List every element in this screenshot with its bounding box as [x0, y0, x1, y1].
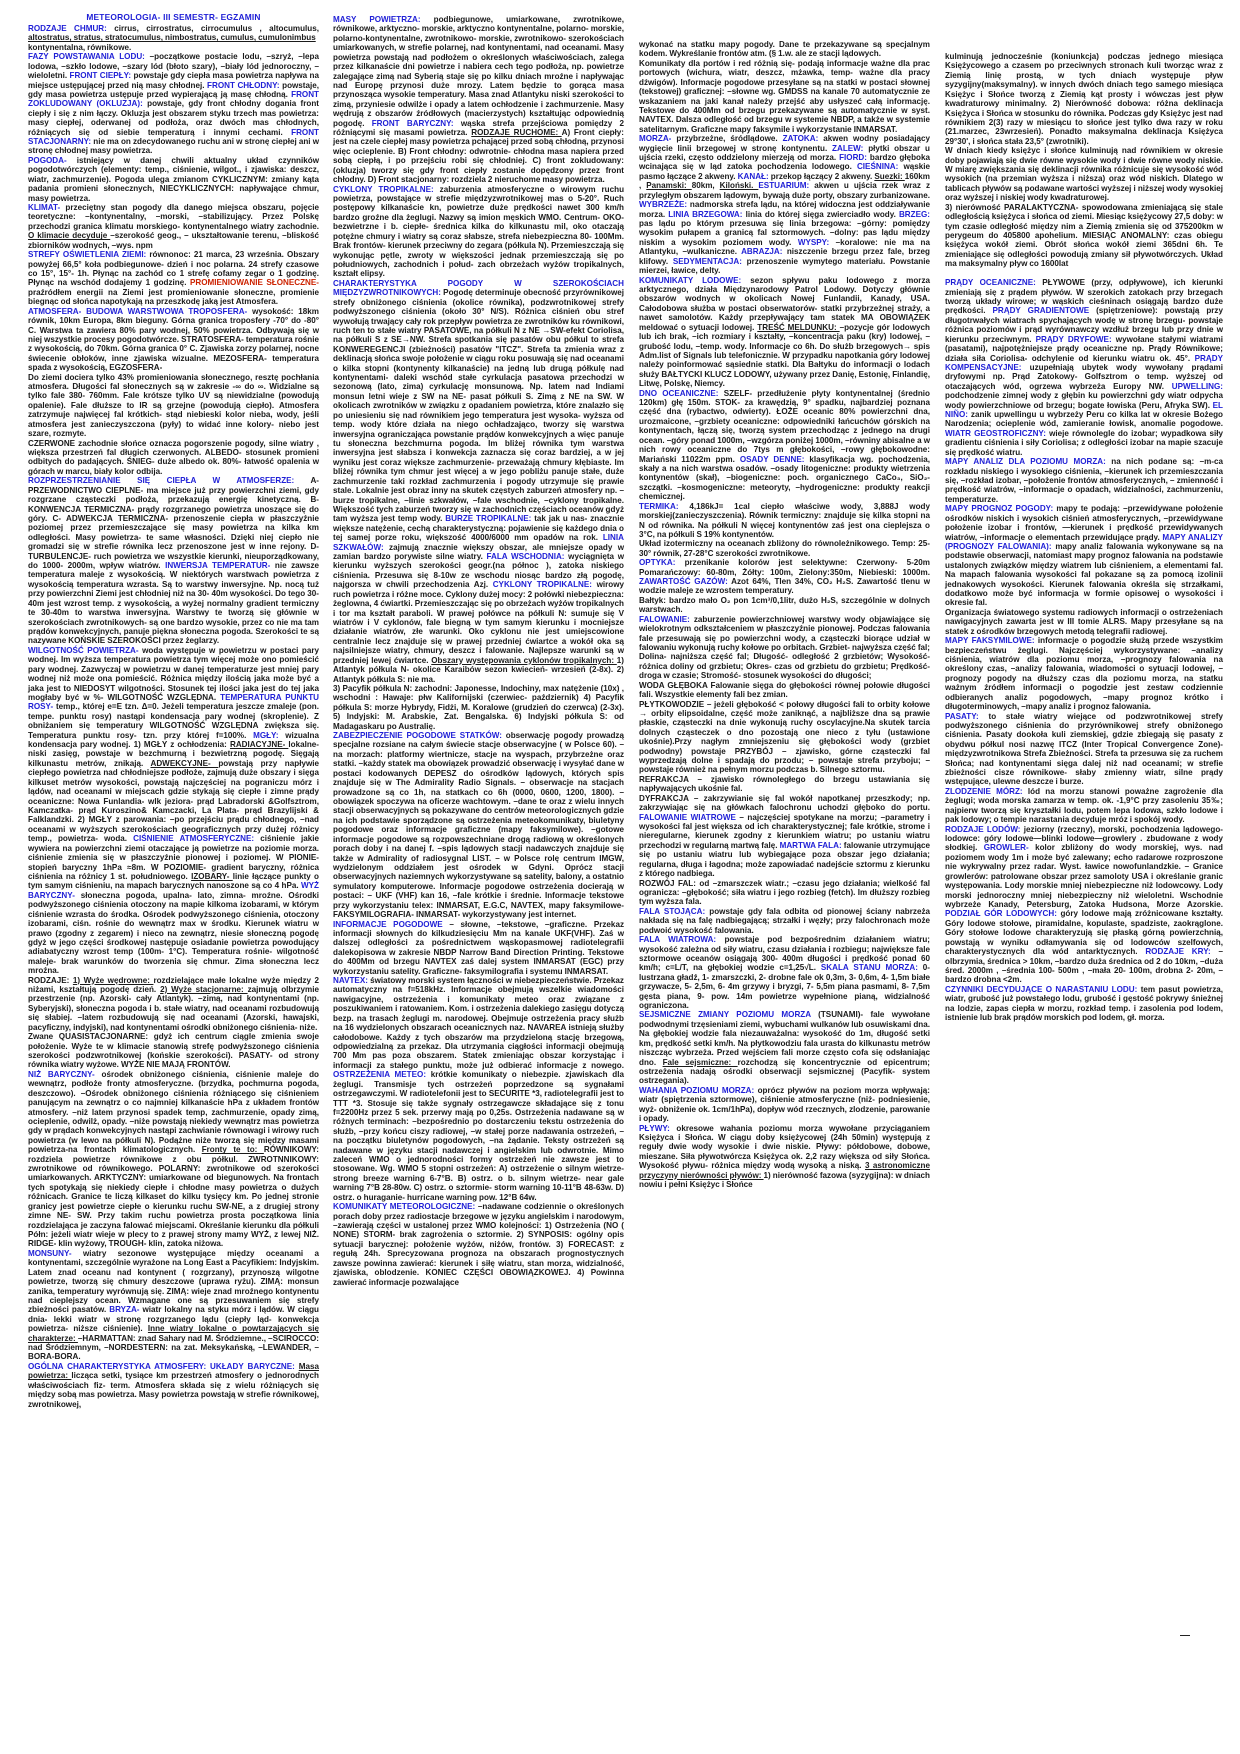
term-heading: KOMUNIKATY LODOWE: — [639, 275, 751, 285]
body-text: wirowy ruch powietrza i różne moce. Cyklony dużej mocy: 2 połówki niebezpieczna: żeglowna, 4 ćwiartki. Przemieszczając się po obrzeżach wyżów tropikalnych i tor ma kształt paraboli. W prawej połówce na półkuli N: sumuje się V wiatrów i V cyklonów, fale biegną w tym samym kierunku i mocniejsze działanie wiatrów, złe warunki. Oko cyklonu nie jest umiejscowione centralnie lecz znajduje się w prawej przedniej ćwiartce a wokół oka są najsilniejsze wiatry, chmury, deszcz i falowanie. Najlepsze warunki są w przedniej lewej ćwiartce. — [333, 580, 624, 665]
body-text: PŁYWOWE (przy, odpływowe), ich kierunki zmieniają się z prądem pływów. W szerokich zatokach przy brzegach tworzą układy wirowe; w wąskich cieśninach osiągają bardzo duże prędkości. — [945, 278, 1223, 316]
term-heading: MASY POWIETRZA: — [333, 15, 434, 24]
body-text: tem pasut powietrza, wiatr, grubość już powstałego lodu, grubość i gęstość pokrywy śnieżnej na lodzie, zapas ciepła w morzu, rozkład temp. i zasolenia pod lodem, istnienie lub brak prądów morskich pod lodem, gł. morza. — [945, 984, 1223, 1023]
body-text: REFRAKCJA – zjawisko równoległego do brzegu ustawiania się napływających ukośnie fal. — [639, 774, 930, 794]
body-text: bardzo głęboka wcinająca się w ląd zatoka pochodzenia lodowego. — [639, 153, 930, 172]
term-heading: SKALA STANU MORZA: — [820, 963, 923, 973]
text-column-3 — [639, 40, 930, 1189]
body-text: linie łączące punkty o tym samym ciśnieniu, na mapach barycznych nanoszone są co 4 hPa. — [28, 871, 319, 891]
body-text: zajmują olbrzymie przestrzenie (np. Azorski- cały Atlantyk). –zimą, nad kontynentami (np. Syberyjski), słoneczna pogoda i b. stałe wiatry, nad oceanami rozbudowują się słabiej. –latem rozbudowują się nad oceanami (Azorski, hawajski, pacyficzny, indyjski), nad kontynentami ośrodki obniżonego ciśnienia- niże. — [28, 985, 319, 1032]
body-text: istniejący w danej chwili aktualny układ czynników pogodotwórczych (elementy: temp., ciśnienie, wilgot., i zjawiska: deszcz, wiatr, zachmurzenie). Pogoda ulega zmianom CYKLICZNYM: zmiany kąta padania promieni słonecznych, NIECYKLICZNYCH: napływające chmur, masy powietrza. — [28, 155, 319, 203]
body-text: powstaje gdy fala odbita od pionowej ściany nabrzeża nakłada się na falę nadbiegającą; strzałki i węzły; przy falochronach może podwoić wysokość falowania. — [639, 906, 930, 935]
term-heading: WAHANIA POZIOMU MORZA: — [639, 1085, 758, 1095]
body-text: przekop łączący 2 akweny. — [770, 171, 875, 181]
body-text: akwen u ujścia rzek wraz z przyległym obszarem lądowym, bywają duże porty, obszary zurbanizowane. — [639, 181, 930, 200]
body-text: 3 astronomiczne przyczyny nierówności pływów: — [639, 1161, 931, 1180]
body-text: –pozycje gór lodowych lub ich brak, –ich rozmiary i kształty, –koncentracja paku (kry) lodowej, –grubość lodu, –temp. wody. Informacje co 6h. Do służb brzegowych→ spis Adm.list of Signals lub telefonicznie. W przypadku napotkania góry lodowej należy poinformować sąsiednie statki. Dla Bałtyku do informacji o lodach służy BAŁTYCKI KLUCZ LODOWY, używany przez Danię, Estonię, Finlandię, Litwę, Polskę, Niemcy. — [639, 322, 930, 389]
body-text: niszczenie brzegu przez fale, brzeg klifowy. — [639, 247, 930, 266]
term-heading: ESTUARIUM: — [758, 181, 815, 191]
body-text: kolor zbliżony do wody morskiej, wys. nad poziomem wody 1m i może być zalewany; echo radarowe rozproszone nie wykrywalny przez radar. Wyst. ławice nowofunlandzkie. – Granice growlerów: patrolowane obszar przez samoloty USA i określanie granic występowania. Lody morskie mniej niebezpieczne niż lodowcowy. Lody morski jednoroczny mniej niebezpieczny niż wieloletni. Wschodnie wybrzeże Kanady, Petersburg, Zatoka Hudsona, Morze Azorskie. — [945, 843, 1223, 909]
term-heading: FALA WIATROWA: — [639, 935, 725, 945]
body-text: słoneczna pogoda, upalna- lato, zimna- mroźne. Ośrodki podwyższonego ciśnienia otoczony na mapie kilkoma izobarami, w którym ciśnienie wzrasta do środka. Ośrodek podwyższonego ciśnienia, otoczony izobarami, ciśn. rośnie do wewnątrz max w środku. Kierunek wiatru w prawo (zgodny z zegarem) i nieco na zewnątrz, niesie słoneczną pogodę gdyż w jego części środkowej następuje osiadanie powietrza powodujący adiabatyczny wzrost temp (100m- 1°C). Temperatura rośnie- wilgotność maleje- brak warunków do tworzenia się chmur. Zima słoneczna lecz mroźna. — [28, 890, 319, 976]
body-text: linia do której sięga zwierciadło wody. — [745, 209, 899, 219]
body-text: nie zawsze temperatura maleje z wysokością. W niektórych warstwach powietrza z wysokością temperatura wzrasta. Są to warstwy inwersyjne. Np. nocą tuż przy powierzchni Ziemi jest chłodniej niż na 30- 40m wysokości. Do tego 30-40m jest wzrost temp. z wysokością, a wyżej normalny gradient termiczny te 30-40m to warstwa inwersyjna. Warstwy te tworzą się głównie w szerokościach zwrotnikowych- są one bardzo wysokie, przez co nie ma tam prądów konwekcyjnych, panuje piękna słoneczna pogoda. Szerokości te są nazywane KOŃSKIE SZEROKOŚCI przez żeglarzy. — [28, 561, 319, 646]
term-heading: INWERSJA TEMPERATUR- — [165, 561, 275, 571]
body-text: RODZAJE: — [28, 975, 73, 985]
body-text: podbiegunowe, umiarkowane, zwrotnikowe, równikowe, arktyczno- morskie, arktyczno kontynentalne, polarno- morskie, polarno-kontynentalne, zwrotnikowo- morskie, zwrotnikowo- szerokościach umiarkowanych, w strefie polarnej, nad kontynentami, nad oceanami. Masy powietrza powstają nad podłożem o określonych właściwościach, zalega przez kilkanaście dni powietrze i nabiera cech tego podłoża, np. powietrze zalegające zimą nad Syberią staje się po kilku dniach mroźne i napływając nad Europę przynosi duże mrozy. Latem będzie to gorąca masa przynosząca wysokie temperatury. Masa znad Atlantyku niski szerokości to zimą, przyniesie odwilże i opady a latem ochłodzenie i zachmurzenie. Masy wędrują z obszarów źródłowych (macierzystych) kształtując odpowiednią pogodę. — [333, 15, 624, 128]
body-text: jeziorny (rzeczny), morski, pochodzenia lądowego- lodowce: góry lodowe—blinki lodowe—growlery . zbudowane z wody słodkiej. — [945, 824, 1223, 853]
body-text: powstaje pod bezpośrednim działaniem wiatru; wysokość zależna od siły wiatru, czasu działania i rozbiegu; największe fale sztormowe oceanów osiągają 300- 400m długości i prędkość ponad 60 km/h; c=L/T, na głębokiej wodzie c=1,25√L. — [639, 935, 930, 973]
term-heading: CIŚNIENIE ATMOSFERYCZNE: — [133, 834, 261, 844]
term-heading: GROWLER- — [983, 843, 1036, 853]
term-heading: FRONT STACJONARNY: — [28, 127, 319, 147]
body-text: akwen wodny posiadający wygięcie linii brzegowej w stronę kontynentu. — [639, 134, 931, 153]
body-text: zajmują znacznie większy obszar, ale mniejsze opady w zamian bardzo porywiste silne wiatry. — [333, 542, 624, 562]
body-text: Fronty te to: — [201, 1145, 264, 1155]
body-text: lokalne- niski zasięg, powstaje w bezchmurną i bezwietrzną pogodę. Sięgają kilkunastu metrów, znikają. — [28, 740, 319, 768]
body-text: powstaje, gdy masa powietrza ustępuje przed wypierającą ją masę chłodną. — [28, 80, 320, 99]
body-text: Komunikaty dla portów i red różnią się- podają informacje ważne dla prac portowych (wichura, wiatr, deszcz, mżawka, temp- ważne dla pracy dźwigów). Informacje pogodowe przesyłane są na statki w postaci słownej (tekstowej) graficznej: –słowne wg. GMDSS na kanale 70 automatycznie ze wskazaniem na jaki kanał należy przejść aby usłyszeć całą informację. Tekstowe do 400Mm od brzegu przekazywane są automatycznie w syst. NAVTEX. Dalsza odległość od brzegu w systemie NBDP, a także w systemie satelitarnym. Graficzne mapy faksymile i wykorzystanie INMARSAT. — [639, 58, 930, 134]
term-heading: MORZA- — [639, 134, 677, 144]
body-text: obserwację pogody prowadzą specjalne rozsiane na całym świecie stacje obserwacyjne ( w Polsce 60). –na morzach: platformy wiertnicze, stacje na wyspach, przybrzeżne oraz statki. –każdy statek ma obowiązek prowadzić obserwację i wysyłać dane w postaci kodowanych DEPESZ do ośrodków lądowych, których spis znajduje się w The Admirality Radio Signals. – obserwacje na stacjach prowadzone są co 1h, na statkach co 6h (0000, 0600, 1200, 1800). –obowiązek spoczywa na oficerze wachtowym. –dane te oraz z wielu innych stacji obserwacyjnych są pokazywane do centrów meteorologicznych gdzie na ich podstawie sporządzone są ostrzeżenia meteokomunikaty, biuletyny pogodowe oraz informacje graficzne (mapy faksymilowe). –gotowe informacje pogodowe są rozpowszechniane drogą radiową w określonych porach doby i na danej f. –spis lądowych stacji nadawczych znajduje się także w Admirality of radiosygnal LIST. – w Polsce rolę centrum IMGW, wydzielonym oddziałem jest ośrodek w Gdyni. Oprócz stacji obserwacyjnych naziemnych wykorzystywane są satelity, balony, a ostatnio symulatory komputerowe. Informacje pogodowe ostrzeżenia docierają w postaci: – UKF (VHF) kan 16, –fale krótkie i średnie. Informacje tekstowe przy wykorzystaniu telex: INMARSAT, E.G.C, NAVTEX, mapy faksymilowe- FAKSYMILOGRAFIA- INMARSAT- wykorzystywany jest internet. — [333, 731, 624, 920]
body-text: Masa powietrza: — [28, 1361, 319, 1381]
body-text: Obszary występowania cyklonów tropikalnych: — [431, 655, 617, 665]
body-text: ciśnienie jakie wywiera na powierzchni ziemi otaczające ją powietrze na poziomie morza. ciśnienie zmienia się w płaszczyźnie pionowej i poziomej. W PIONIE- stopień baryczny 1hPa ≈8m. W POZIOMIE- gradient baryczny, różnica ciśnienia na różnicy 1 st. południowego. — [28, 834, 319, 881]
body-text: przenikanie kolorów jest selektywne: Czerwony- 5-20m Pomarańczowy: 60-80m, Żółty: 100m, Zielony:350m, Niebieski: 1000m. — [639, 558, 930, 577]
term-heading: SEDYMENTACJA: — [672, 256, 747, 266]
body-text: ROZWÓJ FAL: od –zmarszczek wiatr.; –czasu jego działania; wielkość fal ogranicza: –głębokość; siła wiatru i jego rozbieg (fetch). Im dłuższy rozbieg tym wyższa fala. — [639, 878, 930, 907]
term-heading: CIEŚNINA: — [856, 162, 904, 172]
term-heading: ROZPRZESTRZENIANIE SIĘ CIEPŁA W ATMOSFERZE: — [28, 476, 311, 486]
body-text: O klimacie decyduje — [28, 231, 111, 241]
body-text: ADWEKCYJNE- — [150, 758, 219, 768]
body-text: Kiloński. — [719, 181, 759, 191]
body-text: zaburzenia atmosferyczne o wirowym ruchu powietrza, powstające w strefie międzyzwrotnikowej mas o 5-20°. Ruch postępowy kilkanaście kn, powietrze duże prędkości nawet 300 km/h bardzo groźne dla żeglugi. Nazwy są imion męskich WMO. Centrum- OKO- bezwietrzne i b. ciepłe- średnica kilka do kilkunastu mil, oko otaczają potężne chmury i wiatry są coraz słabsze, strefa niebezpieczna 80- 100Mm. Brak frontów- kierunek przeciwny do zegara (półkula N). Przemieszczają się wykonując pętle, zwroty w większości jednak przemieszczają się po południowych, zachodnich i połud- zach obrzeżach wyżów tropikalnych, kształt elipsy. — [333, 184, 625, 279]
text-column-1 — [28, 24, 319, 1409]
body-text: wiatr lokalny na styku mórz i lądów. W ciągu dnia- lekki wiatr w stronę rozgrzanego lądu (ciepły ląd- konwekcja powietrza- niższe ciśnienie). — [28, 1305, 319, 1334]
term-heading: FRONT CIEPŁY: — [69, 71, 134, 81]
body-text: uzupełniają ubytek wody wywołany prądami dryfowymi np. Prąd Zatokowy- Golfsztrom o temp. wyższej od otaczających wód, ogrzewa wybrzeża Europy NW. — [945, 362, 1223, 391]
body-text: na nich podane są: –m-ca rozkładu niskiego i wysokiego ciśnienia, –kierunek ich przemieszczania się, –rozkład izobar, –położenie frontów atmosferycznych, – zmienność i prędkość wiatrów, –informacje o opadach, widzialności, zachmurzeniu, temperaturze. — [945, 457, 1223, 504]
term-heading: ATMOSFERA- BUDOWA WARSTWOWA — [28, 306, 189, 316]
term-heading: LINIA SZKWAŁÓW: — [333, 533, 624, 552]
term-heading: PODZIAŁ GÓR LODOWYCH: — [945, 909, 1061, 919]
term-heading: CYKLONY TROPIKALNE: — [492, 580, 597, 590]
body-text: wieje równolegle do izobar; wypadkowa siły gradientu ciśnienia i siły Coriolisa; z odległości izobar na mapie szacuje się prędkość wiatru. — [945, 428, 1224, 457]
body-text: 4,186kJ= 1cal ciepło właściwe wody, 3,888J wody morskiej(zanieczyszczenia). Równik termiczny: znajduje się kilka stopni na N od równika. Na półkuli N więcej kontynentów zaś jest ona cieplejsza o 3°C, na półkuli S 19% kontynentów. — [639, 501, 930, 539]
body-text: 160km , — [639, 171, 930, 191]
body-text: Fale sejsmiczne: — [662, 1057, 738, 1067]
body-text: –początkowe postacie lodu, –szryż, –lepa lodowa, –szkło lodowe, –szary lód (błoto szary), –biały lód jednoroczny, –wieloletni. — [28, 52, 319, 81]
body-text: rozdzielające małe lokalne wyże między 2 niżami, kształtują pogodę dzień. — [28, 975, 319, 995]
body-text: altostratus, stratus, stratocumulus, nimbostratus, cumulus, cumulonimbus — [28, 33, 316, 43]
body-text: Układ izotermiczny na oceanach zbliżony do równoleżnikowego. Temp: 25-30° równik, 27-28°C szerokości zwrotnikowe. — [639, 539, 930, 558]
term-heading: TERMIKA: — [639, 501, 690, 511]
term-heading: BURZE TROPIKALNE: — [445, 514, 535, 524]
body-text: wysokość: 18km równik, 10km Europa, 8km bieguny. Górna granica troposfery -70° do -80° C. Warstwa ta zawiera 80% pary wodnej, 50% powietrza. Odbywają się w niej wszystkie procesy pogodotwórcze. STRATOSFERA- temperatura rośnie z wysokością, do 70km. Górna granica 0° C. Zjawiska zorzy polarnej, nocne świecenie obłoków, inne zjawiska wizualne. MEZOSFERA- temperatura spada z wysokością, EGZOSFERA- — [28, 306, 319, 373]
term-heading: POGODA- — [28, 155, 77, 165]
body-text: CZERWONE zachodnie słońce oznacza pogorszenie pogody, silne wiatry , większa przestrzeń fal długich czerwonych. ALBEDO- stosunek promieni odbitych do padających. ŚNIEG- duże albedo ok. 80%- łatwość opalenia w górach w marcu, biały kolor odbija. — [28, 438, 319, 476]
body-text: –szerokość geog., – ukształtowanie terenu, –bliskość zbiorników wodnych, –wys. npm — [28, 231, 319, 250]
term-heading: FRONT ZOKLUDOWANY (OKLUZJA): — [28, 89, 319, 109]
body-text: Pogodę determinuje obecność przyrównikowej strefy obniżonego ciśnienia (okolice równika), podzwrotnikowej strefy podwyższonego ciśnienia (około 30° N/S). Różnica ciśnień obu stref wywołują trwający cały rok przepływ powietrza ze zwrotników ku równikowi, ruch ten to stałe wiatry PASATOWE, na półkuli N z NE →SW-efekt Coriolisa, na półkuli S z SE→NW. Strefa spotkania się pasatów obu półkul to strefa KONWEREGENCJI (zbieżności) pasatów "ITCZ". Strefa ta zmienia wraz z deklinacją słońca swoje położenie w ciągu roku posuwają się nad oceanami o kilka stopni (kontynenty kilkanaście) na jedną lub drugą półkulę nad kontynentami- daleki wschód stałe cyrkulacja pasatowa przechodzi w sezonową (lato, zima) cyrkulację monsunową. Np. latem nad Indiami monsun letni wieje z SW na NE- pasat półkuli S. Zimą z NE na SW. W okolicach zwrotników w związku z opadaniem powietrza, które znalazło się po uniesieniu się nad równikiem jego temperatura jest wysoka- wyższa od temp. wody które działa na niego ochładzająco, tworzy się warstwa inwersyjna ograniczająca powstanie prądów konwekcyjnych a więc panuje tu słoneczna bezchmurna pogoda. Im bliżej równika tym warstwa inwersyjna jest słabsza i konwekcja zaznacza się coraz bardziej, a w jej wyniku jest coraz większe zachmurzenie- przeważają chmury kłębiaste. Im bliżej równika tym chmur jest więcej a w jego pobliżu panuje stałe, duże zachmurzenie taki rozkład zachmurzenia i pogody utrzymuje się prawie stale. Lokalnie jest obraz inny na skutek częstych zaburzeń atmosfery np. –burze tropikalne, –linie szkwałów, –fale wschodnie, –cyklony tropikalne. Większość tych zaburzeń tworzy się w zachodnich częściach oceanów gdyż tam wyższa jest temp wody. — [333, 288, 624, 524]
body-text: RODZAJE RUCHOME: — [471, 128, 562, 138]
term-heading: STREFY OŚWIETLENIA ZIEMI: — [28, 250, 150, 260]
term-heading: RODZAJE KRY: — [1145, 947, 1219, 957]
body-text: TREŚĆ MELDUNKU: — [757, 322, 840, 332]
body-text: kontynentalna, równikowe. — [28, 42, 132, 52]
body-text: DYFRAKCJA – zakrzywianie się fal wokół napotkanej przeszkody; np. zakrzywiając się na główkach falochronu uchodzi głęboko do portu. — [639, 793, 930, 813]
body-text: wizualna kondensacja pary wodnej. 1) MGŁY z ochłodzenia: — [28, 730, 319, 750]
body-text: równonoc: 21 marca, 23 września. Obszary powyżej 66,5° koła podbiegunowe- dzień i noc polarna. 24 strefy czasowe co 15°, 15°- 1h. Płynąc na zachód co 1 strefę cofamy zegar o 1 godzinę. Płynąc na wschód dodajemy 1 godzinę. — [28, 250, 319, 288]
body-text: wąskie pasmo łączące 2 akweny. — [639, 162, 930, 181]
body-text: A) Front ciepły: jest na czele ciepłej masy powietrza pchającej przed sobą chłodną, przynosi więc ocieplenie. B) Front chłodny: odwrotnie- chłodna masa napiera przed sobą ciepłą, i po przejściu robi się chłodniej. C) front zokludowany: (okluzja) tworzy się gdy front ciepły zostanie dopędzony przez front chłodny. D) Front stacjonarny: rozdziela 2 nieruchome masy powietrza. — [333, 128, 624, 185]
body-text: Do ziemi dociera tylko 43% promieniowania słonecznego, resztę pochłania atmosfera. Długości fal słonecznych są w zakresie -∞ do ∞. Widzialne są tylko fale 380- 760mm. Fale krótsze tylko UV są niewidzialne (powodują opalenie). Fale dłuższe to IR są grzejne (powodują ciepło). Atmosfera zatrzymuje najwięcej fal krótkich- stąd niebieski kolor nieba, wody, jeśli atmosfera jest zanieczyszczona (pyły) to widać inne kolory- niebo jest szare, rozmyte. — [28, 372, 319, 439]
body-text: –nadawane codziennie o określonych porach doby przez radiostacje brzegowe w języku angielskim i narodowym, –zawierają części w ustalonej przez WMO kolejności: 1) Ostrzeżenia (NO ( NONE) STORM- brak zagrożenia o sztormie. 2) SYNPOSIS: ogólny opis sytuacji barycznej: położenie wyżów, niżów, frontów. 3) FORECAST: z regułą 24h. Sprecyzowana prognoza na obszarach prognostycznych zawsze powinna zawierać: kierunek i siłę wiatru, stan morza, widzialność, zjawiska, oblodzenie. KONIEC CZĘŚCI OBOWIĄZKOWEJ. 4) Powinna zawierać informacje pozwalające — [333, 1202, 624, 1287]
body-text: Organizacja światowego systemu radiowych informacji o ostrzeżeniach nawigacyjnych zawarta jest w III tomie ALRS. Mapy przesyłane są na statek z ośrodków brzegowych metodą telegrafii radiowej. — [945, 607, 1223, 636]
body-text: 2) Wyże stacjonarne: — [160, 985, 248, 995]
term-heading: EL NIÑO: — [945, 400, 1223, 420]
term-heading: PROMIENIOWANIE SŁONECZNE- — [190, 278, 319, 288]
term-heading: FRONT BARYCZNY: — [371, 118, 461, 128]
body-text: informacje o pogodzie służą przede wszystkim bezpieczeństwu żeglugi. Najczęściej wykorzystywane: –analizy ciśnienia, wiatrów dla poziomu morza, –prognozy falowania na określony czas, –analizy falowania, wiadomości o sytuacji lodowej, –prognozy pogody na dłuższy czas dla poziomu morza, na statku ważnym źródłem informacji o pogodzie jest zestaw codziennie odbieranych analiz pogodowych, –mapy prognoz krótko i długoterminowych, –mapy analiz i prognoz falowania. — [945, 636, 1223, 712]
body-text: pas lądu po którym przesuwa się linia brzegowa: –górny: pomiędzy wysokim pułapem a granicą fal sztormowych. –dolny: pas lądu między niskim a wysokim poziomem wody. — [639, 219, 930, 247]
term-heading: WYSPY: — [797, 237, 836, 247]
body-text: kulminują jednocześnie (koniunkcja) podczas jednego miesiąca Księżycowego a czasem po przeciwnych stronach kuli tworząc wraz z Ziemią linię prostą, w tych dniach występuje pływ syzygijny(maksymalny). w innych dwóch dniach tego samego miesiąca Księżyc i Słońce tworzą z Ziemią kąt prosty i wówczas jest pływ kwadraturowy minimalny. 2) Nierówność dobowa: różna deklinacja Księżyca i Słońca w stosunku do równika. Podczas gdy Księżyc jest nad równikiem 2(3) razy w miesiącu to słońce jest tylko dwa razy w roku (21.marzec, 23wrzesień). Ponadto maksymalna deklinacja Księżyca 29°30', i słońca stała 23,5° (zwrotniki). — [945, 52, 1223, 146]
term-heading: LINIA BRZEGOWA: — [668, 209, 746, 219]
body-text: RÓWNIKOWY: rozdziela powietrze równikowe z obu półkul. ZWROTNNIKOWY: zwrotnikowe od równikowego. POLARNY: zwrotnikowe od szerokości umiarkowanych. ARKTYCZNY: umiarkowane od biegunowych. Na frontach tych spotykają się niekiedy ciepłe i chłodne masy powietrza o dużych różnicach. Granice te liczą kilkaset do kilku tysięcy km. Po jednej stronie granicy jest powietrze ciepłe o kierunku ruchu SW-NE, a z drugiej strony zimne NE- SW. Przy takim ruchu powietrza prosta początkowa linia rozdzielająca je zaczyna falować miejscami. Określanie kierunku dla półkuli Półn: jeżeli wiatr wieje w plecy to z prawej strony mamy WYŻ, z lewej NIŻ. RIDGE- klin wyżowy, TROUGH- klin, zatoka niżowa. — [28, 1145, 319, 1249]
body-text: IZOBARY- — [191, 871, 233, 881]
term-heading: MARTWA FALA: — [779, 840, 844, 850]
body-text: licząca setki, tysiące km przestrzeń atmosfery o jednorodnych właściwościach fiz- term. Atmosfera składa się z wielu różniących się między sobą mas powietrza. Masy powietrza powstają w strefie równikowej, zwrotnikowej, — [28, 1371, 320, 1409]
body-text: wyciągnięta w kierunku wyższych szerokości geogr.(na północ ), zatoka niskiego ciśnienia. Przesuwa się 8-10w ze wschodu niosąc bardzo złą pogodę, najgorsza w chwili przechodzenia Azj. — [333, 552, 625, 590]
body-text: to stałe wiatry wiejące od podzwrotnikowej strefy podwyższonego ciśnienia do przyrównikowej strefy obniżonego ciśnienia. Pasaty dookoła kuli ziemskiej, gdzie zbiegają się pasaty z obydwu półkul nosi nazwę ITCZ (Inter Tropical Convergence Zone)- międzyzwrotnikowa Strefa Zbieżności. Strefa ta przesuwa się za ruchem Słońca; nad kontynentami sięga dalej niż nad oceanami; w strefie zbieżności cisze równikowe- słaby zmienny wiatr, silne prądy wstępujące, ulewne deszcze i burze. — [945, 711, 1223, 787]
term-heading: FAZY POWSTAWANIA LODU: — [28, 52, 150, 62]
term-heading: FIORD: — [839, 153, 870, 163]
term-heading: OPTYKA: — [639, 558, 685, 568]
body-text: 1) Atlantyk półkula N- okolice Karaibów sezon kwiecień- wrzesień (2-8x). 2) Atlantyk półkula S: nie ma. — [333, 655, 624, 684]
body-text: cirrus, cirrostratus, cirrocumulus , altocumulus, — [114, 24, 319, 33]
term-heading: PRĄDY GRADIENTOWE — [992, 306, 1097, 316]
body-text: 0- lustrzana gładź, 1- zmarszczki, 2- drobne fale ok 0,3m, 3- 0,6m, 4- 1,5m białe grzywacze, 5- 2,5m, 6- 4m grzywy i bryzgi, 7- 5,5m piana pasmami, 8- 7,5m gęsta piana, 9- pow. 14m powietrze wypełnione pianą, widzialność ograniczona. — [639, 963, 930, 1011]
term-heading: CYKLONY TROPIKALNE: — [333, 184, 440, 194]
term-heading: TROPOSFERA- — [188, 306, 253, 316]
body-text: klasyfikacja wg. pochodzenia, skały a na nich warstwa osadów. –osady litogeniczne: produkty wietrzenia kontynentów (skał), –biogeniczne: poch. organicznego CaCo₃, SiO₂- szczątki. –kosmogeniczne: meteoryty, –hydrogeniczne: produkty reakcji chemicznej. — [639, 454, 930, 502]
term-heading: FALOWANIE WIATROWE — [639, 812, 740, 822]
body-text: wąska strefa przejściowa pomiędzy 2 różniącymi się masami powietrza. — [333, 118, 624, 138]
term-heading: MONSUNY- — [28, 1248, 83, 1258]
term-heading: FALA WSCHODNIA: — [486, 552, 569, 562]
body-text: Zwane QUASISTACJONARNE: gdyż ich centrum ciągle zmienia swoje położenie. Wyże te w klimacie stanowią strefę podwyższonego ciśnienia szerokości podzwrotnikowej (końskie szerokości). PASATY- od strony równika wiatry wyżowe. WYŻE NIE MAJĄ FRONTÓW. — [28, 1032, 319, 1070]
term-heading: NAVTEX: — [333, 976, 371, 986]
body-text: –HARMATTAN: znad Sahary nad M. Śródziemne., –SCIROCCO: nad Śródziemnym, –NORDESTERN: na zat. Meksykańską, –LEWANDER, –BORA-BORA. — [28, 1333, 319, 1362]
body-text: zaburzenie powierzchniowej warstwy wody objawiające się wielokrotnym odkształceniem w płaszczyźnie pionowej. Podczas falowania fale przesuwają się po powierzchni wody, a cząsteczki biorące udział w falowaniu wykonują ruchy kołowe po orbitach. Grzbiet- najwyższa część fal; Dolina- najniższa część fal; Długość- odległość 2 grzbietów; Wysokość- różnica doliny od grzbietu; Okres- czas od grzbietu do grzbietu; Prędkość- droga w czasie; Stromość- stosunek wysokości do długości; — [639, 614, 930, 681]
term-heading: MAPY ANALIZY (PROGNOZY FALOWANIA): — [945, 532, 1223, 551]
term-heading: WIATR GEOSTROFICZNY: — [945, 428, 1050, 438]
body-text: temp., której e=E tzn. Δ=0. Jeżeli temperatura jeszcze zmaleje (pon. tempe. punktu rosy) nastąpi kondensacja pary wodnej (skroplenie). Z obniżaniem się temperatury WILGOTNOŚĆ WZGLĘDNA zwiększa się. Temperatura punktu rosy- tzn. przy której f=100%. — [28, 702, 319, 740]
term-heading: PRĄDY DRYFOWE: — [1035, 334, 1116, 344]
term-heading: CZYNNIKI DECYDUJĄCE O NARASTANIU LODU: — [945, 984, 1141, 994]
page-title: METEOROLOGIA- III SEMESTR- EGZAMIN — [86, 12, 261, 22]
term-heading: ABRAZJA: — [741, 247, 787, 257]
body-text: ośrodek obniżonego ciśnienia, ciśnienie maleje do wewnątrz, podłoże fronty atmosferyczne. (brzydka, pochmurna pogoda, deszczowo). –Ośrodek obniżonego ciśnienia różniącego się ciśnieniem panującym na zewnątrz o co najmniej kilkanaście hPa z układem frontów atmosfery. –niż latem przynosi spadek temp, zachmurzenie, opady zimą, ocieplenie, odwilż, opady. –niże powstają niekiedy wewnątrz mas powietrza gdy w prądach konwekcyjnych nastąpi zachwianie równowagi i wirowy ruch powietrza (w lewo na półkuli N). Podążne niże tworzą się między masami powietrza-na frontach klimatologicznych. — [28, 1069, 319, 1155]
body-text: rozchodzą się koncentrycznie od epicentrum; ostrzeżenia nadają ośrodki obserwacji sejsmicznej (Pacyfik- system ostrzegania). — [639, 1057, 930, 1086]
term-heading: INFORMACJE POGODOWE — [333, 919, 450, 929]
term-heading: ZATOKA: — [782, 134, 824, 144]
body-text: krótkie komunikaty o niebezpie. zjawiskach dla żeglugi. Transmisje tych ostrzeżeń poprzedzone są sygnałami ostrzegawczymi. W radiotelefonii jest to SECURITE *3, radiotelegrafii jest to TTT *3. Stosuje się także sygnały ostrzegawcze składające się z tonu f=2200Hz przez 5 sek. przerwy mają po 0,25s. Ostrzeżenia nadawane są w różnych terminach: –bezpośrednio po dostarczeniu tekstu ostrzeżenia do służb, –przy końcu ciszy radiowej, –w stałej porze nadawania ostrzeżeń, –na początku biuletynów pogodowych, –na żądanie. Teksty ostrzeżeń są nadawane w języku stacji nadawczej i angielskim lub odwrotnie. Mimo zaleceń WMO o jednorodności formy ostrzeżeń nie zawsze jest to stosowane. Wg. WMO 5 stopni ostrzeżeń: A) ostrzeżenie o silnym wietrze- strong breeze warning 6-7°B. B) ostrz. o b. silnym wietrze- near gale warning 7°B 28-80w. C) ostrz. o sztormie- storm warning 10-11°B 48-63w. D) ostrz. o huraganie- hurricane warning pow. 12°B 64w. — [333, 1070, 624, 1202]
term-heading: ZLODZENIE MÓRZ: — [945, 786, 1028, 796]
term-heading: TEMPERATURA PUNKTU ROSY- — [28, 692, 320, 712]
term-heading: ZALEW: — [832, 143, 869, 153]
term-heading: SEJSMICZNE ZMIANY POZIOMU MORZA — [639, 1010, 819, 1020]
body-text: mapy te podają: –przewidywane położenie ośrodków niskich i wysokich ciśnień atmosferycznych, –przewidywane położenie izobar i frontów, —kierunek i prędkość przewidywanych wiatrów, –informacje o elementach przewidujące prądy. — [945, 504, 1223, 542]
body-text: Bałtyk: bardzo mało O₂ pon 1cm³/0,1litr, dużo H₂S, szczególnie w dolnych warstwach. — [639, 595, 930, 615]
term-heading: BRZEG: — [898, 209, 930, 219]
body-text: płytki obszar u ujścia rzeki, często oddzielony mierzeją od morza. — [639, 143, 930, 163]
body-text: sezon spływu paku lodowego z morza arktycznego, działa Międzynarodowy Patrol Lodowy. Dotyczy głównie obszarów wodnych w okolicach Nowej Funlandii, Kanady, USA. Całodobowa służba w postaci obserwatorów- statki przybrzeżnej straży, a nawet samolotów. Każdy przepływający tam statek MA OBOWIĄZEK meldować o sytuacji lodowej. — [639, 275, 930, 332]
page-footer-dash: — — [1180, 1630, 1190, 1641]
body-text: powstaje gdy ciepła masa powietrza napływa na miejsce ustępującej przed nią masy chłodnej. — [28, 71, 319, 90]
body-text: Suezki: — [874, 171, 905, 181]
body-text: PŁYTKOWODZIE – jeżeli głębokość < połowy długości fali to orbity kołowe → orbity elipsoidalne, część może zaniknąć, a najbliższe dna są prawie płaskie, cząsteczki na dnie wykonują ruchy oscylacyjne.Na skutek tarcia dolnych cząsteczek o dno pozostają one nieco z tyłu (ustawione ukośnie).Przy nagłym zmniejszeniu się głębokości wody (grzbiet podwodny) powstaje PRZYBÓJ – zjawisko, górne cząsteczki fal wyprzedzają dolne i spadają do przodu; – powstaje strefa przyboju; – powstaje również na pełnym morzu podczas b. Silnego sztormu. — [639, 699, 930, 775]
term-heading: WILGOTNOŚĆ POWIETRZA- — [28, 645, 143, 655]
body-text: 3) Pacyfik półkula N: zachodni: Japonesse, Indochiny, max natężenie (10x) , wschodni : Hawaje: płw Kalifornijski (czerwiec- październik) 4) Pacyfik półkula S: morze Hybrydy, Fidżi, M. Koralowe (grudzień do czerwca) (2-3x). 5) Indyjski: M. Arabskie, Zat. Bengalska. 6) Indyjski półkula S: od Madagaskaru po Australię. — [333, 683, 624, 731]
term-heading: UPWELLING: — [1171, 381, 1223, 391]
term-heading: MAPY ANALIZ DLA POZIOMU MORZA: — [945, 457, 1112, 467]
body-text: przeciętny stan pogody dla danego miejsca obszaru, pojęcie teoretyczne: –kontynentalny, –morski, –stabilizujący. Przez Polskę przechodzi granica klimatu morskiego- kontynentalnego wiatry zachodnie. — [28, 203, 319, 231]
term-heading: FALOWANIE: — [639, 614, 694, 624]
text-column-4 — [945, 52, 1223, 1022]
term-heading: MAPY FAKSYMILOWE: — [945, 636, 1038, 646]
body-text: podchodzenie zimnej wody z głębin ku powierzchni gdy wiatr odpycha wody powierzchniowe od brzegu; bogate łowiska (Peru, Afryka SW). — [945, 391, 1223, 410]
term-heading: OSADY DENNE: — [739, 454, 810, 464]
term-heading: DNO OCEANICZNE: — [639, 388, 724, 398]
body-text: wywołane stałymi wiatrami (pasatami), najpotężniejsze prądy oceaniczne np. Prądy Równikowe; działa siła Coriolisa- odchylenie od kierunku wiatru ok. 45°. — [945, 334, 1223, 363]
term-heading: KLIMAT- — [28, 203, 66, 213]
term-heading: FALA STOJĄCA: — [639, 906, 710, 916]
body-text: nadmorska strefa lądu, na której widoczna jest oddziaływanie morza. — [639, 200, 930, 219]
term-heading: MGŁY: — [253, 730, 286, 740]
term-heading: PŁYWY: — [639, 1123, 677, 1133]
body-text: tak jak u nas- znacznie większe natężenie, cechą charakterystyczną: pojawienie się każdego dnia o tej samej porze roku, większość 4000/6000 mm opadów na rok. — [333, 514, 624, 543]
body-text: A- PRZEWODNICTWO CIEPLNE- ma miejsce już przy powierzchni ziemi, gdy rozgrzane cząsteczki podłoża, przekazują energię kinetyczną. B- KONWENCJA TERMICZNA- prądy rozgrzanego powietrza unoszące się do góry. C- ADWEKCJA TERMICZNA- przenoszenie ciepła w płaszczyźnie poziomej przez przemieszczające się masy powietrza na kilka km odległości. Masy powietrza- te same własności. Dzięki niej ciepło nie gromadzi się w strefie równika lecz przenoszone jest w inne rejony. D- TURBULENCJE- ruch powietrza we wszystkie kierunki, nieuporządkowany, do 1000- 2000m, wpływ wiatrów. — [28, 476, 319, 571]
body-text: RADIACYJNE- — [229, 740, 289, 750]
body-text: nie ma on zdecydowanego ruchu ani w stronę ciepłej ani w stronę chłodnej masy powietrza. — [28, 137, 319, 156]
body-text: przenoszenie wymytego materiału. Powstanie mierzei, ławice, delty. — [639, 256, 930, 276]
body-text: 80km, — [691, 181, 720, 191]
body-text: Azot 64%, Tlen 34%, CO₂ H₂S. Zawartość tlenu w wodzie maleje ze wzrostem temperatury. — [639, 577, 930, 596]
term-heading: ZABEZPIECZENIE POGODOWE STATKÓW: — [333, 731, 506, 741]
text-column-2 — [333, 15, 624, 1287]
body-text: Panamski: — [646, 181, 692, 191]
term-heading: PASATY: — [945, 711, 989, 721]
term-heading: PRĄDY OCEANICZNE: — [945, 278, 1043, 288]
body-text: przybrzeżne, śródlądowe. — [676, 134, 783, 144]
term-heading: KANAŁ: — [737, 171, 771, 181]
term-heading: KOMUNIKATY METEOROLOGICZNE: — [333, 1202, 478, 1212]
body-text: 1) nierówność fazowa (syzygijna): w dniach nowiu i pełni Księżyc i Słońce — [639, 1170, 930, 1190]
term-heading: MAPY PROGNOZ POGODY: — [945, 504, 1057, 514]
body-text: mapy analiz falowania wykonywane są na podstawie obserwacji, natomiast mapy prognoz falowania na podstawie ustalonych związków między wiatrem lub ciśnieniem, a elementami fal. Na mapach falowania wysokości fal pokazane są za pomocą izolinii jednakowych wysokości. Kierunek falowania określa się strzałkami, dodatkowo może być informacja w formie opisowej o wysokości i okresie fal. — [945, 541, 1223, 608]
term-heading: OSTRZEŻENIA METEO: — [333, 1070, 431, 1080]
term-heading: RODZAJE CHMUR: — [28, 24, 115, 33]
body-text: SZELF- przedłużenie płyty kontynentalnej (średnio 120km) głę 150m. STOK- za krawędzią, 9° spadku, najbardziej poznana część dna (rybactwo, odwierty). ŁOŻE oceanic 80% powierzchni dna, urozmaicone, –grzbiety oceaniczne: odpowiedniki łańcuchów górskich na kontynentach, łączą się, tworzą system przechodząc z jednego na drugi ocean. –góry ponad 1000m, –wzgórza poniżej 1000m, –równiny abisalne a w nich rowy oceaniczne do 7tys m głębokości, –rowy głębokowodne: Mariański 11022m ppm. — [639, 388, 930, 464]
body-text: 3) nierówność PARALAKTYCZNA- spowodowana zmieniającą się stale odległością księżyca i słońca od ziemi. Miesiąc księżycowy 27,5 doby: w tym czasie odległość między nim a Ziemią zmienia się od 375200km w perygeum do 405800 apohelium. MIESIĄC ANOMALNY: czas obiegu księżyca wokół ziemi. Obrót słońca wokół ziemi 365dni 6h. Te zmieniające się odległości powodują zmiany sił pływotwórczych. Układ ma maksymalny pływ co 1600lat — [945, 202, 1223, 269]
body-text: – najczęściej spotykane na morzu; –parametry i wysokości fal jest większa od ich charakterystycznej; fale krótkie, strome i nieregularne, kierunek zgodny z kierunkiem wiatru; po ustaniu wiatru przechodzi w regularną martwą falę. — [639, 812, 930, 850]
body-text: – słowne, –tekstowe, –graficzne. Przekaz informacji słownych do kilkudziesięciu Mm na kanale UKF(VHF). Zaś w dalszej odległości za pośrednictwem wąskopasmowej radiotelegrafii dalekopisowa w zakresie NBDP Narrow Band Direction Printing. Tekstowe do 400Mm od brzegu NAVTEX zaś dalej system INMARSAT (EGC) przy wykorzystaniu satelity. Graficzne- faksymilografia i systemu INMARSAT. — [333, 919, 624, 976]
term-heading: CHARAKTERYSTYKA POGODY W SZEROKOŚCIACH MIĘDZYZWROTNIKOWYCH: — [333, 278, 624, 298]
body-text: góry lodowe mają zróżnicowane kształty. Góry lodowe stołowe, piramidalne, kopulaste, spadziste, zaokrąglone. Góry stołowe lodowe charakteryzują się płaską górną powierzchnią, powstają w wyniku odłamywania się od lodowców szelfowych, charakterystycznych dla wód antarktycznych. — [945, 909, 1223, 957]
body-text: Inne wiatry lokalne o powtarzających się charakterze: — [28, 1324, 320, 1343]
body-text: światowy morski system łączności w niebezpieczeństwie. Przekaz automatyczny na f=518kHz. Informacje obejmują wszelkie wiadomości nawigacyjne, ostrzeżenia i komunikaty meteo oraz związane z poszukiwaniem i ratowaniem. Kom. i ostrzeżenia dalekiego zasięgu dotyczą bezp. na trasach żeglugi m. narodowej. Obejmuje ostrzeżenia pracy służb na 16 wydzielonych obszarach oceanicznych naz. NAVAREA istnieją służby całodobowe. Każdy z tych obszarów ma przydzieloną stację brzegową, odpowiedzialną za przekaz. Dla utrzymania ciągłości informacji obejmują 700 Mm pas poza obszarem. Statek zmieniając obszar korzystając i informacji za stałego punktu, może już odbierać informacje z nowego. — [333, 976, 624, 1070]
body-text: wykonać na statku mapy pogody. Dane te przekazywane są specjalnym kodem. Wykreślanie frontów atm. (§ 1.w. ale ze stacji lądowych. — [639, 40, 930, 59]
body-text: W dniach kiedy księżyc i słońce kulminują nad równikiem w okresie doby pojawiają się dwie równe wysokie wody i dwie równe wody niskie. W miarę zwiększania się deklinacji równika różnicuje się wysokość wód wysokich (na przemian wyższa i niższa) oraz wód niskich. Dlatego w tablicach pływów są podawane wartości wyższej i niższej wody wysokiej oraz wyższej i niskiej wody kwadraturowej. — [945, 146, 1223, 203]
body-text: oprócz pływów na poziom morza wpływają: wiatr (spiętrzenia sztormowe), ciśnienie atmosferyczne (niż- podniesienie, wyż- obniżenie ok. 1cm/1hPa), dopływ wód rzecznych, zlodzenie, parowanie i opady. — [639, 1085, 930, 1124]
body-text: lód na morzu stanowi poważne zagrożenie dla żeglugi; woda morska zamarza w temp. ok. -1,9°C przy zasoleniu 35‰; najpierw tworzą się kryształki lodu, potem lepa lodowa, szkło lodowe i pak lodowy; o tempie narastania decyduje mróz i spokój wody. — [945, 786, 1223, 825]
body-text: falowanie utrzymujące się po ustaniu wiatru lub wybiegające poza obszar jego działania; regularna, długa i łagodna; może zapowiadać nadejście sztormu z kierunku z którego nadbiega. — [639, 840, 930, 879]
term-heading: RODZAJE LODÓW: — [945, 824, 1024, 834]
body-text: praźródłem energii na Ziemi jest promieniowanie słoneczne, promienie biegnąc od słońca napotykają na przeszkodę jaką jest Atmosfera. — [28, 287, 319, 307]
term-heading: PRĄDY KOMPENSACYJNE: — [945, 353, 1223, 372]
term-heading: NIŻ BARYCZNY- — [28, 1069, 102, 1079]
body-text: zanik upwellingu u wybrzeży Peru co kilka lat w okresie Bożego Narodzenia; ocieplenie wód, zamieranie łowisk, anomalie pogodowe. — [945, 410, 1223, 429]
body-text: woda występuje w powietrzu w postaci pary wodnej. Im wyższa temperatura powietrza tym więcej może ono pomieścić pary wodnej. Zazwyczaj w powietrzu w danej temperaturze jest mniej pary wodnej niż może ona pomieścić. Różnica między ilością jaka może być a jaka jest to NIEDOSYT wilgotności. Stosunek tej ilości jaka jest do tej jaka mogłaby być w %- WILGOTNOŚĆ WZGLĘDNA. — [28, 645, 320, 702]
body-text: WODA GŁĘBOKA Falowanie sięga do głębokości równej połowie długości fali. Wszystkie elementy fali bez zmian. — [639, 680, 930, 700]
term-heading: WYBRZEŻE: — [639, 200, 690, 210]
term-heading: OGÓLNA CHARAKTERYSTYKA ATMOSFERY: UKŁADY BARYCZNE: — [28, 1361, 299, 1371]
term-heading: BRYZA- — [109, 1305, 143, 1315]
body-text: –olbrzymia, średnica > 10km, –bardzo duża średnica od 2 do 10km, –duża śred. 2000m , –średnia 100- 500m , –mała 20- 100m, drobna 2- 20m, –bardzo drobna <2m. — [945, 947, 1223, 985]
term-heading: WYŻ BARYCZNY- — [28, 881, 319, 900]
body-text: (TSUNAMI)- fale wywołane podwodnymi trzęsieniami ziemi, wybuchami wulkanów lub osuwiskami dna. Na głębokiej wodzie fala niezauważalna: wysokość do 1m, długość setki km, prędkość setki km/h. Na płytkowodziu fala urasta do kilkunastu metrów niszcząc wybrzeża. Przed wejściem fali morze często cofa się odsłaniając dno. — [639, 1010, 930, 1067]
body-text: powstają przy napływie ciepłego powietrza nad chłodniejsze podłoże, zajmują duże obszary i sięga kilkuset metrów wysokości, powstają najczęściej na pograniczu mórz i lądów, nad oceanami w miejscach gdzie stykają się ciepłe i zimne prądy oceaniczne: Nowa Funlandia- wlk jeziora- prąd Labradorski &Golfsztrom, Kamczatka- prąd Kuroszino& Kamczacki, La Plata- prąd Brazylijski & Falklandzki. 2) MGŁY z parowania: –po przejściu prądu chłodnego, –nad oceanami w wyższych szerokościach geograficznych przy dużej różnicy temp., powietrza- woda. — [28, 758, 319, 844]
body-text: 1) Wyże wędrowne: — [72, 975, 154, 985]
term-heading: FRONT CHŁODNY: — [207, 80, 283, 90]
body-text: wiatry sezonowe występujące między oceanami a kontynentami, szczególnie wyrażone na Long East a Pacyfikiem: Indyjskim. Latem znad oceanu nad kontynent ( rozgrzany), przynoszą wilgotne powietrze, tworzą się chmury deszczowe (uprawa ryżu). ZIMĄ: monsun zanika, temperatury wyrównują się. ZIMĄ: wieje znad mroźnego kontynentu nad cieplejszy ocean. Wzmagane one są przesuwaniem się strefy zbieżności pasatów. — [28, 1248, 319, 1315]
body-text: (spiętrzeniowe): powstają przy długotrwałych wiatrach spychających wodę w stronę brzegu- powstaje różnica poziomów i prąd wyrównawczy wzdłuż brzegu lub przy dnie w kierunku przeciwnym. — [945, 306, 1223, 344]
body-text: powstaje, gdy front chłodny dogania front ciepły i się z nim łączy. Okluzja jest obszarem styku trzech mas powietrza: masy ciepłej, oderwanej od podłoża, oraz dwóch mas chłodnych, różniących się od siebie temperaturą i innymi cechami. — [28, 99, 319, 137]
term-heading: ZAWARTOŚĆ GAZÓW: — [639, 577, 732, 587]
body-text: okresowe wahania poziomu morza wywołane przyciąganiem Księżyca i Słońca. W ciągu doby księżycowej (24h 50min) występują z reguły dwie wody wysokie i dwie niskie. Pływy: półdobowe, dobowe, mieszane. Siła pływotwórcza Księżyca ok. 2,2 razy większa od siły Słońca. Wysokość pływu- różnica między wodą wysoką a niską. — [639, 1123, 930, 1171]
body-text: –koralowe: nie ma na Atlantyku, –wulkaniczne. — [639, 237, 930, 257]
